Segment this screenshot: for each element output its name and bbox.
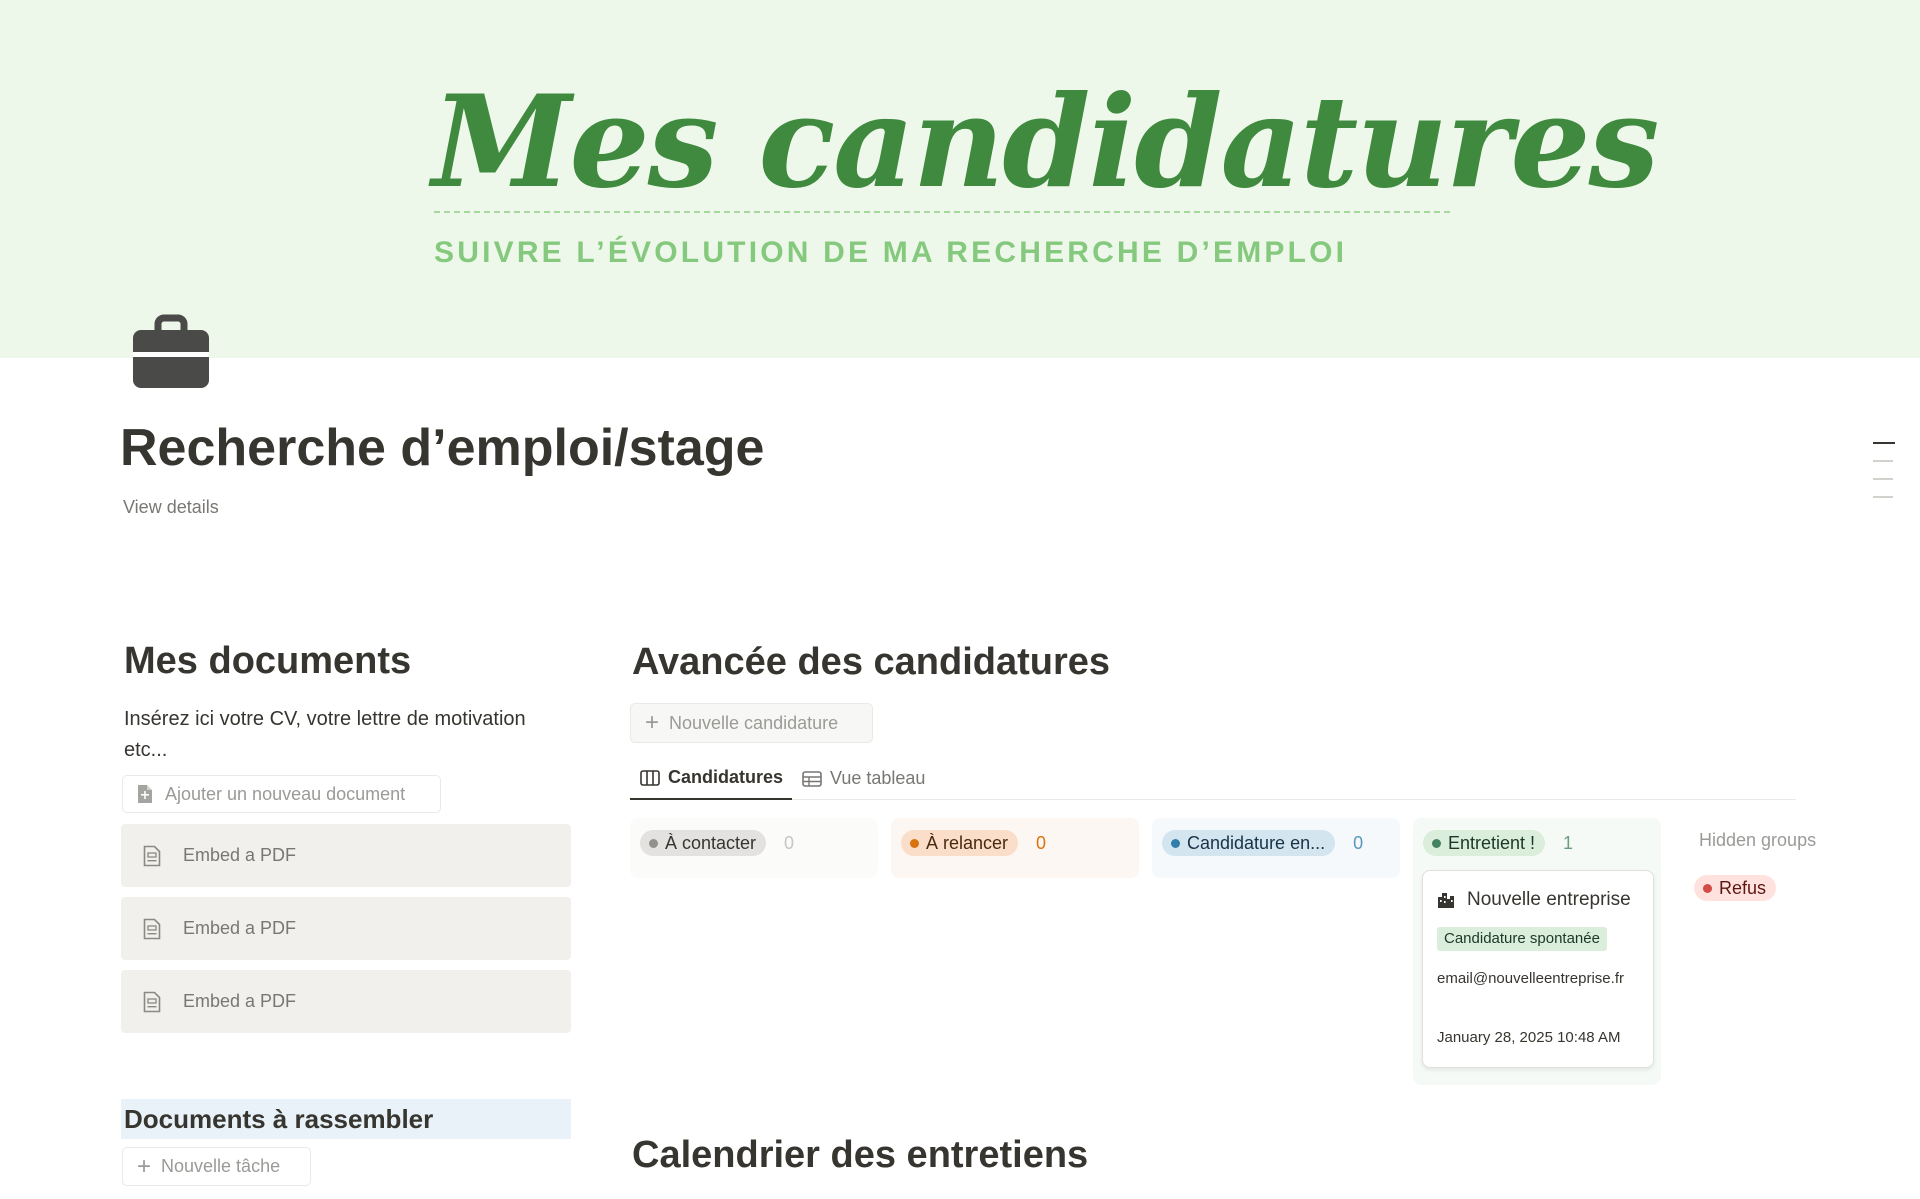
board-column-a-relancer[interactable] — [891, 818, 1139, 878]
column-count: 0 — [1036, 832, 1047, 853]
status-dot — [910, 839, 919, 848]
column-count: 1 — [1563, 832, 1574, 853]
embed-pdf-label: Embed a PDF — [183, 845, 297, 865]
view-details-link[interactable]: View details — [123, 497, 219, 517]
new-task-label: Nouvelle tâche — [161, 1156, 281, 1176]
status-pill[interactable] — [1694, 875, 1776, 901]
calendar-heading: Calendrier des entretiens — [632, 1134, 1089, 1176]
status-pill[interactable] — [901, 830, 1018, 856]
outline-marker[interactable] — [1873, 478, 1893, 480]
status-label: À contacter — [665, 832, 757, 853]
status-label: Entretient ! — [1448, 832, 1536, 853]
card-title — [1437, 889, 1631, 911]
file-icon — [137, 784, 153, 804]
documents-description: Insérez ici votre CV, votre lettre de motivation etc... — [124, 708, 526, 761]
status-dot — [1171, 839, 1180, 848]
new-application-button[interactable] — [630, 703, 873, 743]
tab-candidatures[interactable] — [630, 757, 792, 800]
card-tag: Candidature spontanée — [1437, 927, 1607, 951]
table-of-contents-outline[interactable] — [1873, 442, 1895, 514]
status-label: Refus — [1719, 877, 1767, 898]
status-pill[interactable] — [640, 830, 766, 856]
plus-icon: + — [137, 1152, 152, 1180]
plus-icon: + — [645, 709, 660, 736]
board-icon — [640, 770, 660, 786]
status-label: Candidature en... — [1187, 832, 1326, 853]
embed-pdf-block[interactable] — [121, 970, 571, 1033]
column-count: 0 — [784, 832, 795, 853]
cover-divider — [434, 211, 1450, 213]
hidden-groups-label[interactable]: Hidden groups — [1699, 830, 1817, 850]
documents-heading: Mes documents — [124, 640, 412, 682]
page-title: Recherche d’emploi/stage — [120, 419, 765, 477]
column-count: 0 — [1353, 832, 1364, 853]
cover-title: Mes candidatures — [432, 68, 1658, 216]
building-icon — [1437, 891, 1455, 909]
view-tabs — [630, 757, 1796, 800]
board-column-a-contacter[interactable] — [630, 818, 878, 878]
cover-image — [0, 0, 1920, 358]
card-title-text: Nouvelle entreprise — [1467, 889, 1631, 910]
card-email[interactable]: email@nouvelleentreprise.fr — [1437, 970, 1624, 987]
cover-subtitle: SUIVRE L’ÉVOLUTION DE MA RECHERCHE D’EMPLOI — [434, 236, 1348, 269]
documents-to-gather-heading: Documents à rassembler — [121, 1099, 571, 1139]
card-date: January 28, 2025 10:48 AM — [1437, 1029, 1621, 1046]
embed-pdf-label: Embed a PDF — [183, 918, 297, 938]
embed-pdf-block[interactable] — [121, 824, 571, 887]
tab-label: Candidatures — [668, 767, 784, 787]
status-dot — [1432, 839, 1441, 848]
new-task-button[interactable] — [122, 1147, 311, 1186]
embed-pdf-label: Embed a PDF — [183, 991, 297, 1011]
pdf-icon — [143, 845, 161, 867]
outline-marker[interactable] — [1873, 460, 1893, 462]
board-column-candidature-envoyee[interactable] — [1152, 818, 1400, 878]
add-document-label: Ajouter un nouveau document — [165, 783, 406, 804]
status-label: À relancer — [926, 832, 1009, 853]
tab-label: Vue tableau — [830, 768, 926, 788]
status-pill[interactable] — [1423, 830, 1545, 856]
status-pill[interactable] — [1162, 830, 1335, 856]
embed-pdf-block[interactable] — [121, 897, 571, 960]
add-document-button[interactable] — [122, 775, 441, 813]
briefcase-icon[interactable] — [132, 316, 210, 390]
application-card[interactable] — [1422, 870, 1654, 1068]
pdf-icon — [143, 991, 161, 1013]
status-dot — [649, 839, 658, 848]
table-icon — [802, 771, 822, 787]
pdf-icon — [143, 918, 161, 940]
outline-marker[interactable] — [1873, 496, 1893, 498]
tab-vue-tableau[interactable] — [802, 757, 925, 800]
board-heading: Avancée des candidatures — [632, 641, 1111, 683]
outline-marker[interactable] — [1873, 442, 1895, 444]
status-dot — [1703, 884, 1712, 893]
new-application-label: Nouvelle candidature — [669, 712, 839, 733]
hidden-group-refus[interactable] — [1694, 875, 1776, 901]
